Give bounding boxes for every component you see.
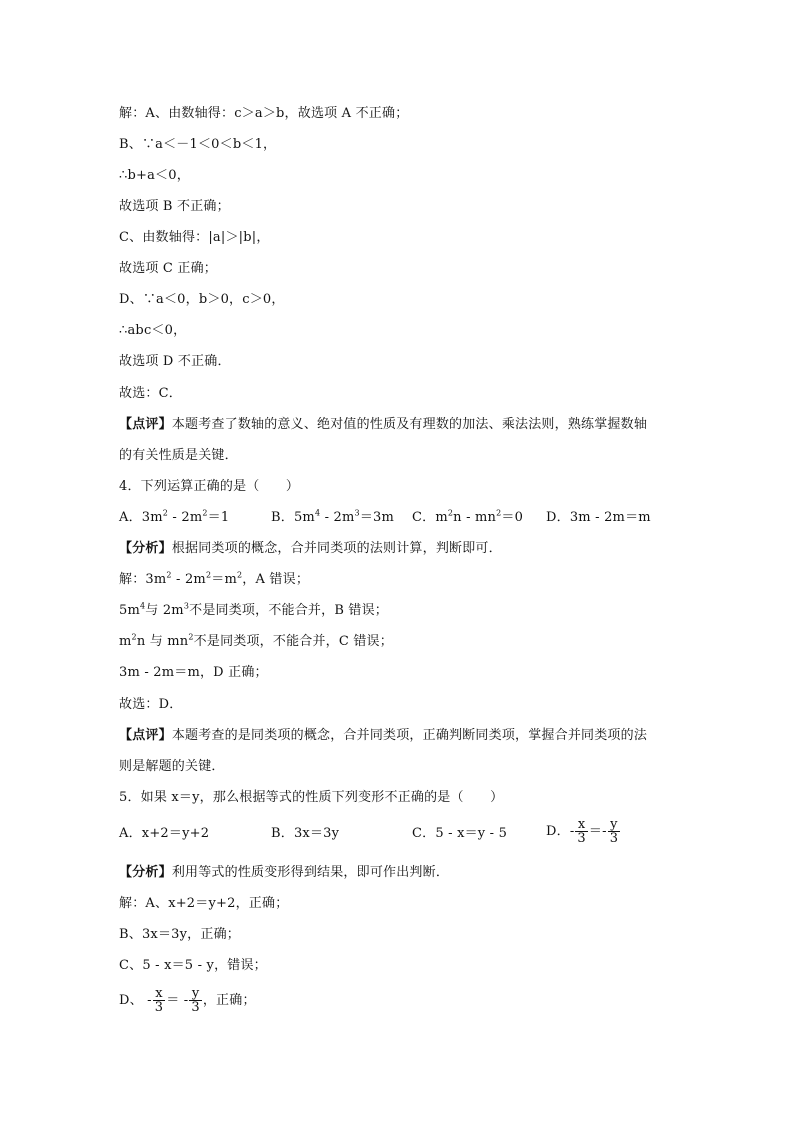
text-line: 故选：D．	[119, 697, 183, 712]
comment-text: 本题考查了数轴的意义、绝对值的性质及有理数的加法、乘法法则，熟练掌握数轴	[171, 417, 648, 432]
text-line: D、∵a＜0，b＞0，c＞0，	[119, 292, 285, 307]
q4-option-d: D．3m - 2m＝m	[546, 510, 651, 525]
comment-line	[119, 728, 647, 744]
text-line: 解：$3m^2 - 2m^2=m^2$，A 错误；	[119, 570, 310, 587]
comment-text: 本题考查的是同类项的概念，合并同类项，正确判断同类项，掌握合并同类项的法	[171, 728, 648, 743]
q5-option-a: A．x+2＝y+2	[119, 826, 210, 841]
text-line: 故选项 D 不正确．	[119, 354, 231, 369]
fraction-y-over-3: $\frac{y}{3}$	[191, 986, 200, 1015]
analysis-text: 利用等式的性质变形得到结果，即可作出判断．	[171, 865, 450, 880]
text-line: 则是解题的关键．	[119, 759, 225, 774]
text-line: B、∵a＜－1＜0＜b＜1，	[119, 137, 277, 152]
analysis-text: 根据同类项的概念，合并同类项的法则计算，判断即可．	[171, 541, 502, 556]
q5-option-d: D．- $\frac{x}{3}$ ＝- $\frac{y}{3}$	[546, 817, 619, 846]
text-line: 3m - 2m＝m，D 正确；	[119, 665, 268, 680]
q4-option-c: C．$m^2n - mn^2=0$	[412, 508, 524, 525]
text-line: 解：A、由数轴得：c＞a＞b，故选项 A 不正确；	[119, 106, 409, 121]
comment-line	[119, 417, 647, 433]
text-line: 解：A、x+2＝y+2，正确；	[119, 896, 289, 911]
q4-option-b: B．$5m^4 - 2m^3=3m$	[271, 508, 395, 525]
comment-tag: 【点评】	[119, 728, 172, 743]
text-line: 故选：C．	[119, 386, 182, 401]
fraction-x-over-3: $\frac{x}{3}$	[154, 986, 164, 1015]
q5-option-c: C．5 - x＝y - 5	[412, 826, 508, 841]
text-line: D、 - $\frac{x}{3}$ ＝ - $\frac{y}{3}$ ，正确；	[119, 986, 256, 1015]
q5-options	[0, 818, 794, 850]
question-4-title: 4．下列运算正确的是（ ）	[119, 479, 300, 494]
analysis-line	[119, 541, 502, 557]
text-line: ∴abc＜0，	[119, 323, 187, 338]
analysis-tag: 【分析】	[119, 865, 172, 880]
text-line: C、5 - x＝5 - y，错误；	[119, 958, 267, 973]
text-line: 故选项 B 不正确；	[119, 199, 230, 214]
text-line: 的有关性质是关键．	[119, 448, 238, 463]
question-5-title: 5．如果 x＝y，那么根据等式的性质下列变形不正确的是（ ）	[119, 790, 504, 805]
text-line: C、由数轴得：|a|＞|b|，	[119, 230, 270, 245]
fraction-x-over-3: $\frac{x}{3}$	[577, 817, 586, 846]
text-line: $5m^4$与 $2m^3$不是同类项，不能合并，B 错误；	[119, 601, 389, 618]
text-line: 故选项 C 正确；	[119, 261, 218, 276]
text-line: $m^2n$ 与 $mn^2$不是同类项，不能合并，C 错误；	[119, 632, 393, 649]
comment-tag: 【点评】	[119, 417, 172, 432]
text-line: B、3x＝3y，正确；	[119, 927, 240, 942]
fraction-y-over-3: $\frac{y}{3}$	[609, 817, 619, 846]
q5-option-b: B．3x＝3y	[271, 826, 340, 841]
text-line: ∴b+a＜0，	[119, 168, 190, 183]
analysis-tag: 【分析】	[119, 541, 172, 556]
q4-option-a: A．$3m^2 - 2m^2=1$	[119, 508, 230, 525]
analysis-line	[119, 865, 449, 881]
